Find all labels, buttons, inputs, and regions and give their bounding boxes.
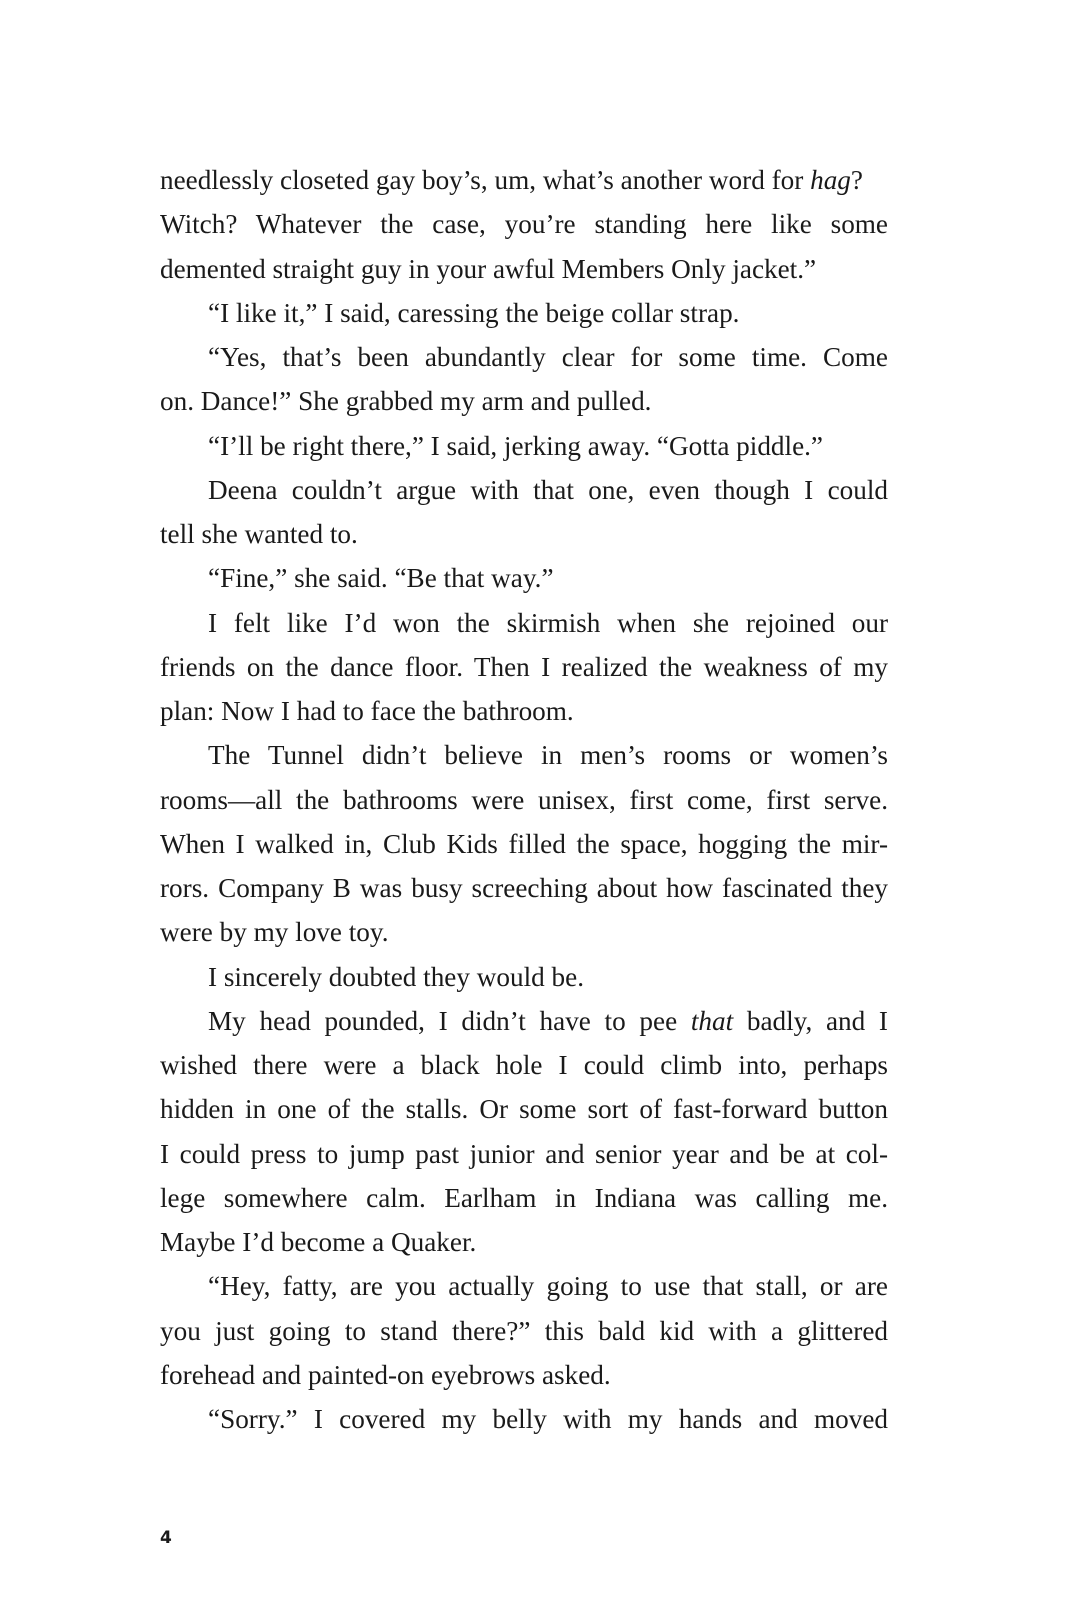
text-segment: you just going to stand there?” this bald kid with a glittered [160, 1315, 888, 1346]
text-segment: friends on the dance floor. Then I realized the weakness of my [160, 651, 888, 682]
text-segment: “Yes, that’s been abundantly clear for some time. Come [208, 342, 888, 372]
text-line [160, 1132, 888, 1176]
text-line [160, 1043, 888, 1087]
text-line [160, 247, 888, 291]
text-segment: “Fine,” she said. “Be that way.” [208, 563, 554, 594]
text-segment: rors. Company B was busy screeching about how fascinated they [160, 873, 888, 903]
text-segment: I sincerely doubted they would be. [208, 961, 584, 992]
text-segment: Deena couldn’t argue with that one, even though I could [208, 474, 888, 505]
text-segment: “I like it,” I said, caressing the beige collar strap. [208, 297, 740, 328]
text-line [160, 1309, 888, 1353]
text-line [160, 866, 888, 910]
text-line [160, 778, 888, 822]
page-number: 4 [160, 1528, 172, 1548]
text-line [160, 202, 888, 246]
body-text [160, 158, 888, 1441]
text-segment: I felt like I’d won the skirmish when she rejoined our [208, 607, 888, 638]
text-segment: I could press to jump past junior and senior year and be at col- [160, 1138, 888, 1169]
text-segment: When I walked in, Club Kids filled the space, hogging the mir- [160, 828, 888, 859]
italic-text: hag [810, 165, 851, 195]
text-line [160, 158, 888, 202]
text-segment: Witch? Whatever the case, you’re standing here like some [160, 209, 888, 240]
text-line [160, 1353, 888, 1397]
text-line [160, 955, 888, 999]
text-line [160, 733, 888, 777]
text-segment: forehead and painted-on eyebrows asked. [160, 1359, 611, 1390]
text-line [160, 424, 888, 468]
text-segment: lege somewhere calm. Earlham in Indiana was calling me. [160, 1182, 888, 1213]
text-line [160, 379, 888, 423]
text-line [160, 1264, 888, 1308]
text-segment: wished there were a black hole I could climb into, perhaps [160, 1050, 888, 1080]
text-line [160, 1220, 888, 1264]
text-line [160, 999, 888, 1043]
text-segment: ? [850, 165, 863, 195]
text-line [160, 291, 888, 335]
text-line [160, 1397, 888, 1441]
text-segment: needlessly closeted gay boy’s, um, what’s another word for [160, 165, 811, 195]
text-line [160, 601, 888, 645]
text-line [160, 1176, 888, 1220]
text-line [160, 910, 888, 954]
text-line [160, 335, 888, 379]
text-line [160, 1087, 888, 1131]
text-segment: The Tunnel didn’t believe in men’s rooms or women’s [208, 740, 888, 771]
text-line [160, 556, 888, 600]
text-segment: Maybe I’d become a Quaker. [160, 1227, 477, 1257]
text-segment: on. Dance!” She grabbed my arm and pulled. [160, 386, 652, 417]
text-segment: badly, and I [733, 1005, 888, 1036]
text-segment: tell she wanted to. [160, 519, 358, 549]
text-segment: “I’ll be right there,” I said, jerking away. “Gotta piddle.” [208, 430, 823, 461]
text-segment: plan: Now I had to face the bathroom. [160, 696, 574, 726]
italic-text: that [690, 1005, 734, 1036]
text-segment: “Sorry.” I covered my belly with my hands and moved [208, 1404, 888, 1434]
text-segment: hidden in one of the stalls. Or some sort of fast-forward button [160, 1094, 888, 1125]
text-line [160, 822, 888, 866]
text-line [160, 689, 888, 733]
text-segment: My head pounded, I didn’t have to pee [208, 1005, 691, 1036]
text-segment: were by my love toy. [160, 917, 389, 948]
text-segment: demented straight guy in your awful Members Only jacket.” [160, 253, 817, 284]
text-segment: rooms—all the bathrooms were unisex, first come, first serve. [160, 784, 888, 815]
text-line [160, 645, 888, 689]
text-segment: “Hey, fatty, are you actually going to use that stall, or are [208, 1271, 888, 1302]
text-line [160, 512, 888, 556]
text-line [160, 468, 888, 512]
